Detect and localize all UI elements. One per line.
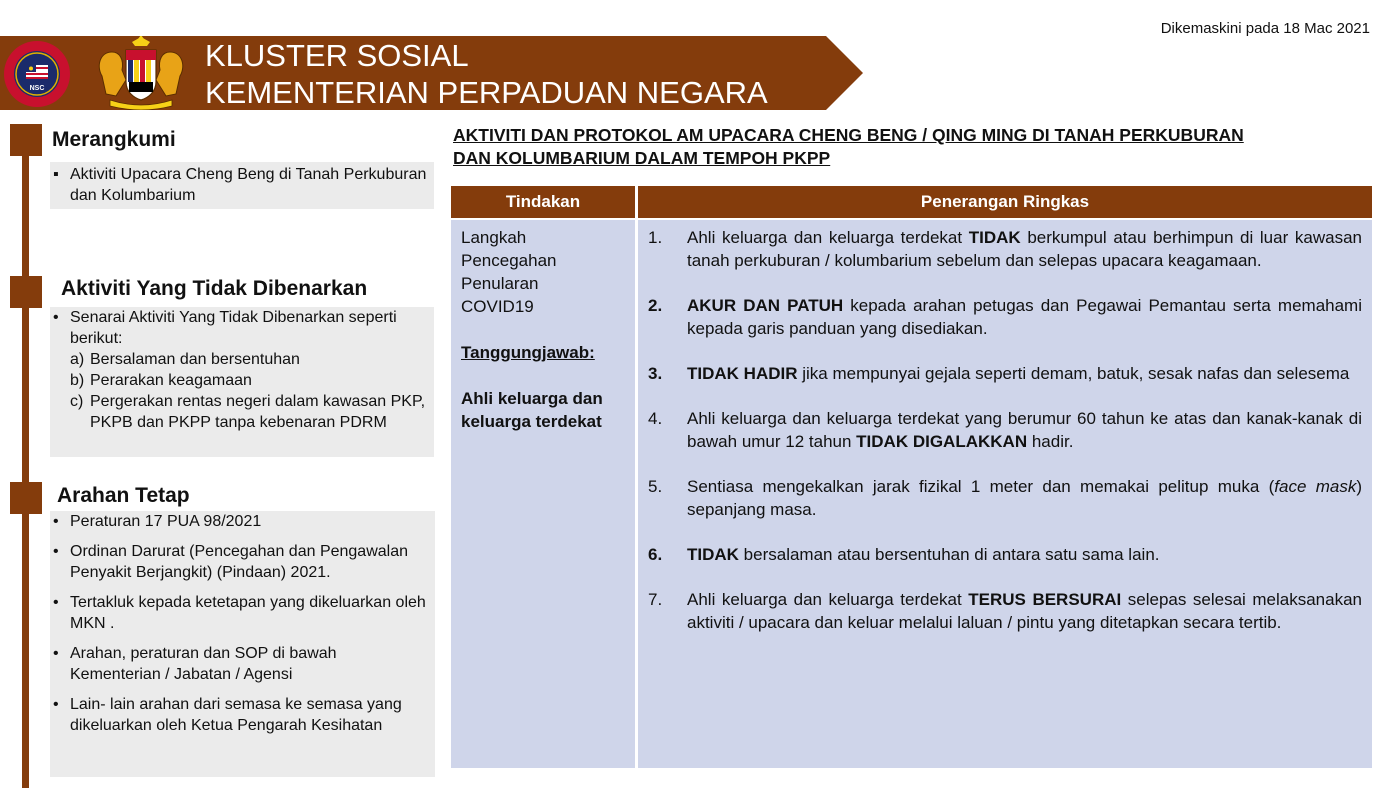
main-title-line2: DAN KOLUMBARIUM DALAM TEMPOH PKPP — [453, 148, 831, 168]
step-item: 2. AKUR DAN PATUH kepada arahan petugas dan Pegawai Pemantau serta memahami kepada garis panduan yang disediakan. — [648, 296, 1362, 338]
list-item: • Peraturan 17 PUA 98/2021 — [53, 513, 262, 530]
list-item: • Arahan, peraturan dan SOP di bawah Kementerian / Jabatan / Agensi — [53, 645, 337, 683]
banner-title-line1: KLUSTER SOSIAL — [205, 38, 469, 73]
sub-list-item: b) Perarakan keagamaan — [70, 372, 252, 389]
nsc-logo-icon — [2, 39, 72, 109]
step-item: 3. TIDAK HADIR jika mempunyai gejala seperti demam, batuk, sesak nafas dan selesema — [648, 364, 1350, 383]
list-item: ▪ Aktiviti Upacara Cheng Beng di Tanah Perkuburan dan Kolumbarium — [53, 166, 427, 204]
tindakan-line: Pencegahan — [461, 251, 557, 270]
step-item: 4. Ahli keluarga dan keluarga terdekat yang berumur 60 tahun ke atas dan kanak-kanak di bawah umur 12 tahun TIDAK DIGALAKKAN hadir. — [648, 409, 1362, 451]
section-title-merangkumi: Merangkumi — [52, 128, 176, 151]
table-header-tindakan: Tindakan — [451, 186, 635, 218]
step-item: 6. TIDAK bersalaman atau bersentuhan di antara satu sama lain. — [648, 545, 1160, 564]
section-title-tidak-dibenarkan: Aktiviti Yang Tidak Dibenarkan — [61, 277, 368, 300]
sub-list-item: c) Pergerakan rentas negeri dalam kawasan PKP, PKPB dan PKPP tanpa kebenaran PDRM — [70, 393, 426, 431]
section-marker-tidak-dibenarkan — [10, 276, 42, 308]
responsibility-label: Tanggungjawab: — [461, 343, 595, 362]
step-item: 7. Ahli keluarga dan keluarga terdekat TERUS BERSURAI selepas selesai melaksanakan aktiviti / upacara dan keluar melalui laluan / pintu yang ditetapkan secara tertib. — [648, 590, 1362, 632]
responsibility-value: Ahli keluarga dan keluarga terdekat — [461, 389, 603, 431]
main-title — [453, 124, 1378, 170]
merangkumi-box — [50, 162, 434, 209]
tindakan-line: Langkah — [461, 228, 527, 247]
nsc-logo-text: NSC — [29, 85, 45, 92]
list-item: • Lain- lain arahan dari semasa ke semasa yang dikeluarkan oleh Ketua Pengarah Kesihatan — [53, 696, 402, 734]
section-title-arahan: Arahan Tetap — [57, 484, 190, 507]
banner-title — [205, 37, 768, 111]
step-item: 5. Sentiasa mengekalkan jarak fizikal 1 meter dan memakai pelitup muka (face mask) sepanjang masa. — [648, 477, 1362, 519]
sub-list-item: a) Bersalaman dan bersentuhan — [70, 351, 300, 368]
section-marker-merangkumi — [10, 124, 42, 156]
steps-list — [648, 226, 1362, 656]
list-item: • Tertakluk kepada ketetapan yang dikeluarkan oleh MKN . — [53, 594, 426, 632]
header-banner — [0, 36, 863, 110]
section-marker-arahan — [10, 482, 42, 514]
arahan-box — [50, 511, 435, 777]
tindakan-line: COVID19 — [461, 297, 534, 316]
banner-title-line2: KEMENTERIAN PERPADUAN NEGARA — [205, 75, 768, 110]
list-item: • Senarai Aktiviti Yang Tidak Dibenarkan seperti berikut: — [53, 309, 397, 347]
list-item: • Ordinan Darurat (Pencegahan dan Pengawalan Penyakit Berjangkit) (Pindaan) 2021. — [53, 543, 409, 581]
main-title-line1: AKTIVITI DAN PROTOKOL AM UPACARA CHENG BENG / QING MING DI TANAH PERKUBURAN — [453, 125, 1244, 145]
tindakan-cell — [451, 220, 635, 768]
tindakan-line: Penularan — [461, 274, 539, 293]
step-item: 1. Ahli keluarga dan keluarga terdekat TIDAK berkumpul atau berhimpun di luar kawasan tanah perkuburan / kolumbarium sebelum dan selepas upacara keagamaan. — [648, 228, 1362, 270]
coat-of-arms-icon — [92, 36, 190, 110]
timeline-line — [22, 125, 29, 788]
updated-date: Dikemaskini pada 18 Mac 2021 — [1160, 20, 1370, 37]
tidak-dibenarkan-box — [50, 307, 434, 457]
table-header-penerangan: Penerangan Ringkas — [638, 186, 1372, 218]
